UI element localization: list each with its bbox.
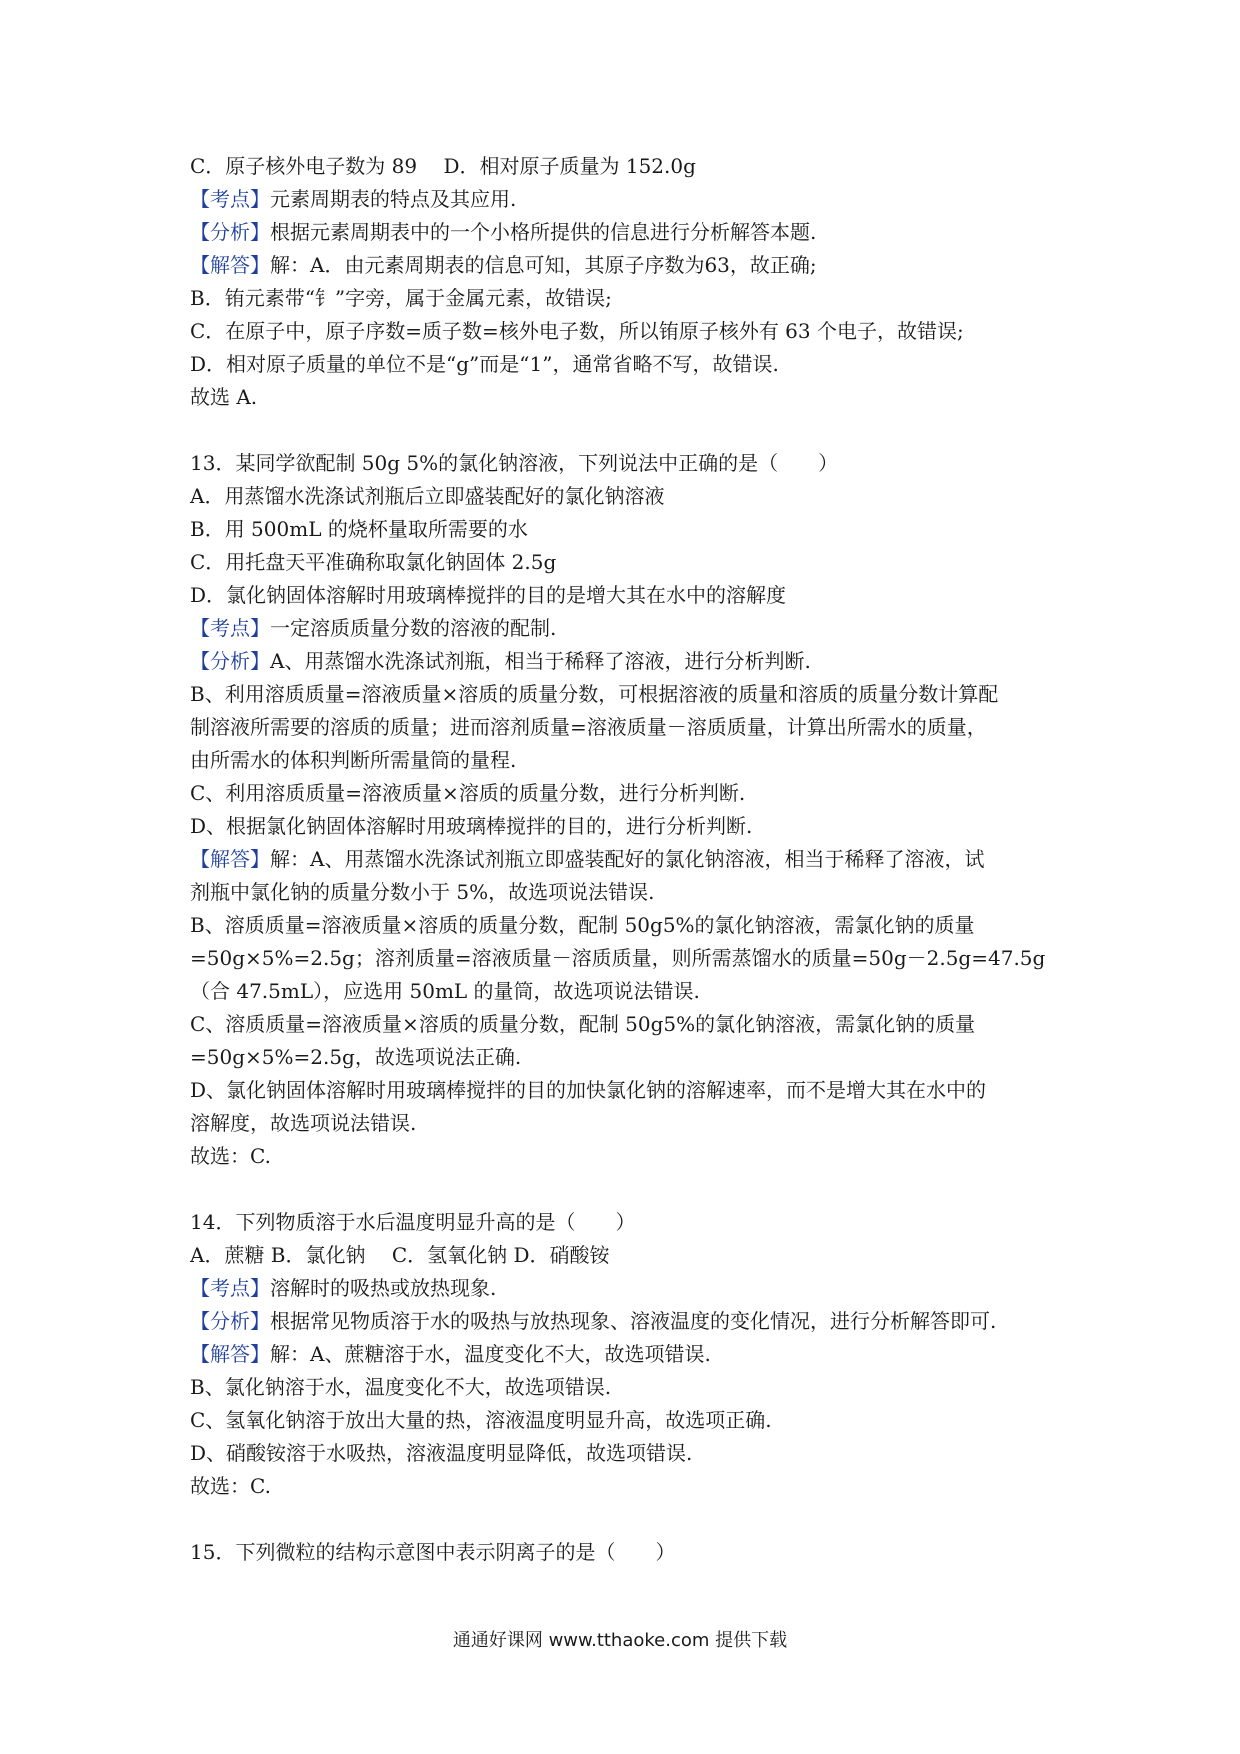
q12-kaodian [190, 183, 1070, 216]
jieda-tag: 【解答】 [190, 253, 270, 277]
q13-jieda-c1: C、溶质质量=溶液质量×溶质的质量分数，配制 50g5%的氯化钠溶液，需氯化钠的质量 [190, 1012, 976, 1036]
q12-jieda-c: C．在原子中，原子序数=质子数=核外电子数，所以铕原子核外有 63 个电子，故错误; [190, 319, 964, 343]
q13-stem: 13．某同学欲配制 50g 5%的氯化钠溶液，下列说法中正确的是（ ） [190, 451, 839, 475]
q13-option-d: D．氯化钠固体溶解时用玻璃棒搅拌的目的是增大其在水中的溶解度 [190, 583, 787, 607]
q14-jieda-c: C、氢氧化钠溶于放出大量的热，溶液温度明显升高，故选项正确. [190, 1408, 772, 1432]
q12-jieda-b: B．铕元素带“钅”字旁，属于金属元素，故错误; [190, 286, 612, 310]
kaodian-text: 元素周期表的特点及其应用. [270, 187, 517, 211]
q14-jieda [190, 1338, 1070, 1371]
q13-fenxi-b1: B、利用溶质质量=溶液质量×溶质的质量分数，可根据溶液的质量和溶质的质量分数计算配 [190, 682, 999, 706]
q14-answer: 故选：C. [190, 1474, 271, 1498]
q14-kaodian [190, 1272, 1070, 1305]
q12-jieda [190, 249, 1070, 282]
q14-options: A．蔗糖 B．氯化钠 C．氢氧化钠 D．硝酸铵 [190, 1243, 610, 1267]
spacer [190, 1173, 1070, 1206]
q13-answer: 故选：C. [190, 1144, 271, 1168]
q13-fenxi-b2: 制溶液所需要的溶质的质量；进而溶剂质量=溶液质量－溶质质量，计算出所需水的质量， [190, 715, 987, 739]
fenxi-text: 根据元素周期表中的一个小格所提供的信息进行分析解答本题. [270, 220, 817, 244]
fenxi-tag: 【分析】 [190, 1309, 270, 1333]
q13-fenxi-d: D、根据氯化钠固体溶解时用玻璃棒搅拌的目的，进行分析判断. [190, 814, 753, 838]
q13-kaodian [190, 612, 1070, 645]
jieda-text: 解：A、用蒸馏水洗涤试剂瓶立即盛装配好的氯化钠溶液，相当于稀释了溶液，试 [270, 847, 985, 871]
q13-jieda-b1: B、溶质质量=溶液质量×溶质的质量分数，配制 50g5%的氯化钠溶液，需氯化钠的质量 [190, 913, 975, 937]
page-footer: 通通好课网 www.tthaoke.com 提供下载 [452, 1630, 788, 1651]
q13-jieda-b3: （合 47.5mL），应选用 50mL 的量筒，故选项说法错误. [190, 979, 700, 1003]
q13-option-c: C．用托盘天平准确称取氯化钠固体 2.5g [190, 550, 557, 574]
kaodian-text: 一定溶质质量分数的溶液的配制. [270, 616, 557, 640]
jieda-tag: 【解答】 [190, 847, 270, 871]
q12-options-cd: C．原子核外电子数为 89 D．相对原子质量为 152.0g [190, 154, 696, 178]
q13-jieda-d1: D、氯化钠固体溶解时用玻璃棒搅拌的目的加快氯化钠的溶解速率，而不是增大其在水中的 [190, 1078, 987, 1102]
jieda-tag: 【解答】 [190, 1342, 270, 1366]
kaodian-tag: 【考点】 [190, 1276, 270, 1300]
fenxi-text: A、用蒸馏水洗涤试剂瓶，相当于稀释了溶液，进行分析判断. [270, 649, 811, 673]
spacer [190, 1503, 1070, 1536]
kaodian-tag: 【考点】 [190, 187, 270, 211]
fenxi-tag: 【分析】 [190, 649, 270, 673]
q14-fenxi [190, 1305, 1070, 1338]
q12-answer: 故选 A. [190, 385, 258, 409]
q14-stem: 14．下列物质溶于水后温度明显升高的是（ ） [190, 1210, 636, 1234]
kaodian-text: 溶解时的吸热或放热现象. [270, 1276, 497, 1300]
q14-jieda-b: B、氯化钠溶于水，温度变化不大，故选项错误. [190, 1375, 612, 1399]
q13-jieda [190, 843, 1070, 876]
q13-option-b: B．用 500mL 的烧杯量取所需要的水 [190, 517, 528, 541]
q13-fenxi-c: C、利用溶质质量=溶液质量×溶质的质量分数，进行分析判断. [190, 781, 746, 805]
jieda-text: 解：A、蔗糖溶于水，温度变化不大，故选项错误. [270, 1342, 711, 1366]
fenxi-text: 根据常见物质溶于水的吸热与放热现象、溶液温度的变化情况，进行分析解答即可. [270, 1309, 997, 1333]
q13-option-a: A．用蒸馏水洗涤试剂瓶后立即盛装配好的氯化钠溶液 [190, 484, 665, 508]
q13-jieda-d2: 溶解度，故选项说法错误. [190, 1111, 417, 1135]
kaodian-tag: 【考点】 [190, 616, 270, 640]
q13-jieda-c2: =50g×5%=2.5g，故选项说法正确. [190, 1045, 522, 1069]
q14-jieda-d: D、硝酸铵溶于水吸热，溶液温度明显降低，故选项错误. [190, 1441, 693, 1465]
q13-jieda-b2: =50g×5%=2.5g；溶剂质量=溶液质量－溶质质量，则所需蒸馏水的质量=50g－2.5g=47.5g [190, 946, 1046, 970]
q15-stem: 15．下列微粒的结构示意图中表示阴离子的是（ ） [190, 1540, 676, 1564]
jieda-text: 解：A．由元素周期表的信息可知，其原子序数为63，故正确; [270, 253, 817, 277]
q12-fenxi [190, 216, 1070, 249]
page-content [190, 150, 1070, 1569]
spacer [190, 414, 1070, 447]
q13-fenxi [190, 645, 1070, 678]
fenxi-tag: 【分析】 [190, 220, 270, 244]
q13-fenxi-b3: 由所需水的体积判断所需量筒的量程. [190, 748, 517, 772]
q13-jieda-a2: 剂瓶中氯化钠的质量分数小于 5%，故选项说法错误. [190, 880, 655, 904]
q12-jieda-d: D．相对原子质量的单位不是“g”而是“1”，通常省略不写，故错误. [190, 352, 779, 376]
